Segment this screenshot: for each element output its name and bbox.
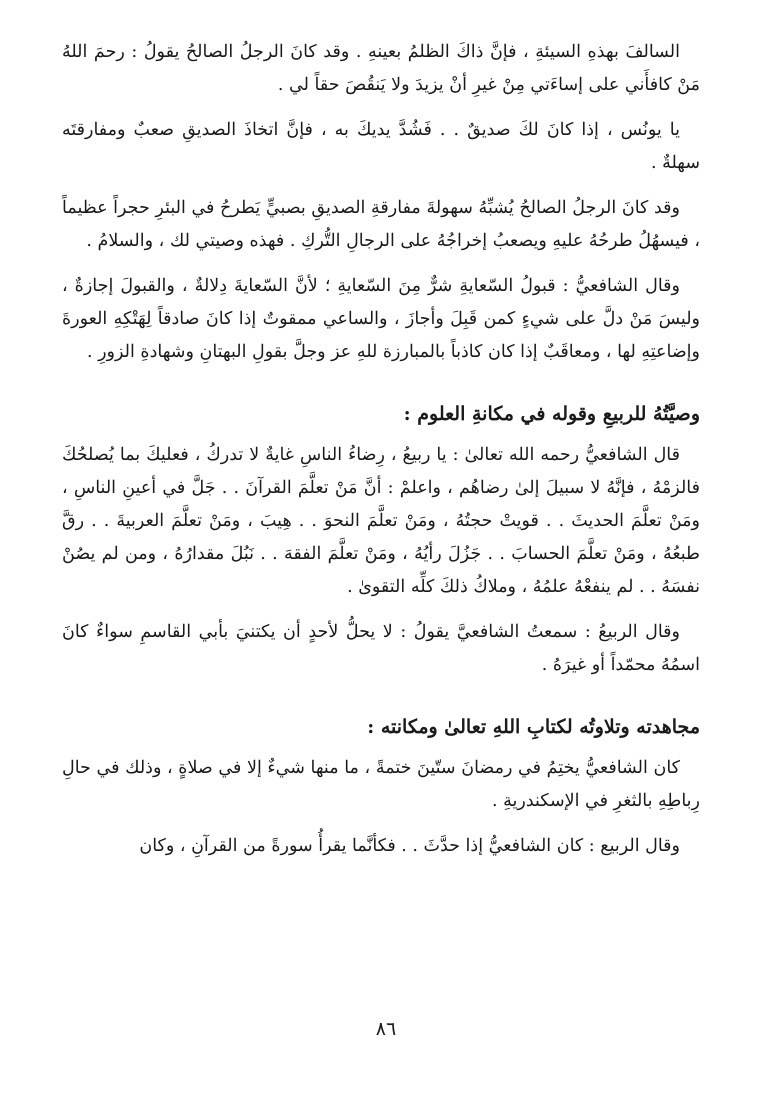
- paragraph: يا يونُس ، إذا كانَ لكَ صديقٌ . . فَشُدَّ يديكَ به ، فإنَّ اتخاذَ الصديقِ صعبٌ ومفارقتَه سهلةٌ .: [62, 120, 700, 173]
- paragraph: السالفَ بهذهِ السيئةِ ، فإنَّ ذاكَ الظلمُ بعينهِ . وقد كانَ الرجلُ الصالحُ يقولُ : رحمَ اللهُ مَنْ كافأَني على إساءَتي مِنْ غيرِ أنْ يزيدَ ولا يَنقُصَ حقاً لي .: [62, 42, 700, 95]
- page-body: [62, 36, 700, 875]
- page-number: ٨٦: [375, 1018, 397, 1040]
- paragraph: وقد كانَ الرجلُ الصالحُ يُشبِّهُ سهولةَ مفارقةِ الصديقِ بصبيٍّ يَطرحُ في البئرِ حجراً عظيماً ، فيسهُلُ طرحُهُ عليهِ ويصعبُ إخراجُهُ على الرجالِ التُّركِ . فهذه وصيتي لك ، والسلامُ .: [62, 198, 700, 251]
- paragraph: كان الشافعيُّ يختِمُ في رمضانَ ستّينَ ختمةً ، ما منها شيءٌ إلا في صلاةٍ ، وذلك في حالِ رِباطِهِ بالثغرِ في الإسكندريةِ .: [62, 758, 700, 811]
- section-heading: مجاهدته وتلاوتُه لكتابِ اللهِ تعالىٰ ومكانته :: [367, 716, 700, 738]
- paragraph: وقال الربيع : كان الشافعيُّ إذا حدَّثَ . . فكأنَّما يقرأُ سورةً من القرآنِ ، وكان: [139, 836, 680, 856]
- section-heading: وصيَّتُهُ للربيعِ وقوله في مكانةِ العلوم :: [403, 403, 700, 425]
- paragraph: وقال الربيعُ : سمعتُ الشافعيَّ يقولُ : لا يحلُّ لأحدٍ أن يكتنيَ بأبي القاسمِ سواءٌ كانَ اسمُهُ محمّداً أو غيرَهُ .: [62, 622, 700, 675]
- paragraph: وقال الشافعيُّ : قبولُ السّعايةِ شرٌّ مِنَ السّعايةِ ؛ لأنَّ السّعايةَ دِلالةٌ ، والقبولَ إجازةٌ ، وليسَ مَنْ دلَّ على شيءٍ كمن قَبِلَ وأجازَ ، والساعي ممقوتٌ إذا كانَ صادقاً لِهَتْكِهِ العورةَ وإضاعتِهِ لها ، ومعاقَبٌ إذا كان كاذباً بالمبارزة للهِ عز وجلَّ بقولِ البهتانِ وشهادةِ الزورِ .: [62, 276, 700, 362]
- paragraph: قال الشافعيُّ رحمه الله تعالىٰ : يا ربيعُ ، رِضاءُ الناسِ غايةٌ لا تدركُ ، فعليكَ بما يُصلحُكَ فالزمْهُ ، فإنَّهُ لا سبيلَ إلىٰ رضاهُم ، واعلمْ : أنَّ مَنْ تعلَّمَ القرآنَ . . جَلَّ في أعينِ الناسِ ، ومَنْ تعلَّمَ الحديثَ . . قويتْ حجتُهُ ، ومَنْ تعلَّمَ النحوَ . . هِيبَ ، ومَنْ تعلَّمَ العربيةَ . . رقَّ طبعُهُ ، ومَنْ تعلَّمَ الحسابَ . . جَزُلَ رأيُهُ ، ومَنْ تعلَّمَ الفقهَ . . نَبُلَ مقدارُهُ ، ومن لم يصُنْ نفسَهُ . . لم ينفعْهُ علمُهُ ، وملاكُ ذلكَ كلِّه التقوىٰ .: [62, 445, 700, 597]
